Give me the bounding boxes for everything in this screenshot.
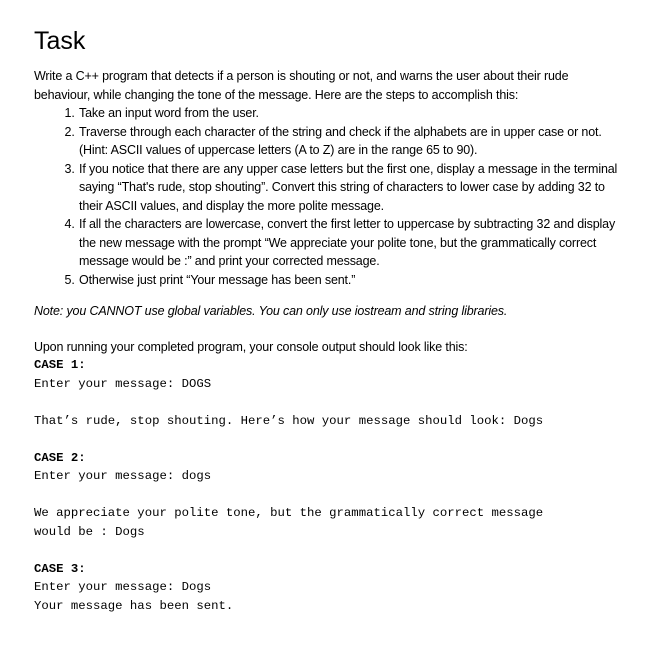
case-2-label: CASE 2: xyxy=(34,450,86,465)
page-title: Task xyxy=(34,27,86,55)
spacer xyxy=(34,430,624,449)
step-item-5: 5. Otherwise just print “Your message has been sent.” xyxy=(78,271,624,290)
spacer xyxy=(34,393,624,412)
task-document xyxy=(34,26,624,615)
intro-paragraph: Write a C++ program that detects if a person is shouting or not, and warns the user about their rude behaviour, while changing the tone of the message. Here are the steps to accomplish this: xyxy=(34,69,569,102)
spacer xyxy=(34,541,624,560)
upon-running-text: Upon running your completed program, your console output should look like this: xyxy=(34,340,468,354)
case-2-output: We appreciate your polite tone, but the grammatically correct message would be : Dogs xyxy=(34,506,544,539)
spacer xyxy=(34,486,624,505)
case-3-output: Your message has been sent. xyxy=(34,598,234,613)
steps-list xyxy=(34,104,624,289)
step-item-3: 3. If you notice that there are any upper case letters but the first one, display a message in the terminal saying “That's rude, stop shouting”. Convert this string of characters to lower case by adding 32 to their ASCII values, and display the more polite message. xyxy=(78,160,624,216)
step-item-4: 4. If all the characters are lowercase, convert the first letter to uppercase by subtracting 32 and display the new message with the prompt “We appreciate your polite tone, but the grammatically correct message would be :” and print your corrected message. xyxy=(78,215,624,271)
case-2-input: Enter your message: dogs xyxy=(34,469,212,483)
note-text: Note: you CANNOT use global variables. You can only use iostream and string libraries. xyxy=(34,304,508,318)
case-3-label: CASE 3: xyxy=(34,561,86,576)
step-item-1: 1. Take an input word from the user. xyxy=(78,104,624,123)
case-3-input: Enter your message: Dogs xyxy=(34,580,212,594)
case-1-output: That’s rude, stop shouting. Here’s how your message should look: Dogs xyxy=(34,413,544,428)
case-1-input: Enter your message: DOGS xyxy=(34,376,212,391)
case-1-label: CASE 1: xyxy=(34,358,86,372)
step-item-2: 2. Traverse through each character of the string and check if the alphabets are in upper case or not. (Hint: ASCII values of uppercase letters (A to Z) are in the range 65 to 90). xyxy=(78,123,624,160)
